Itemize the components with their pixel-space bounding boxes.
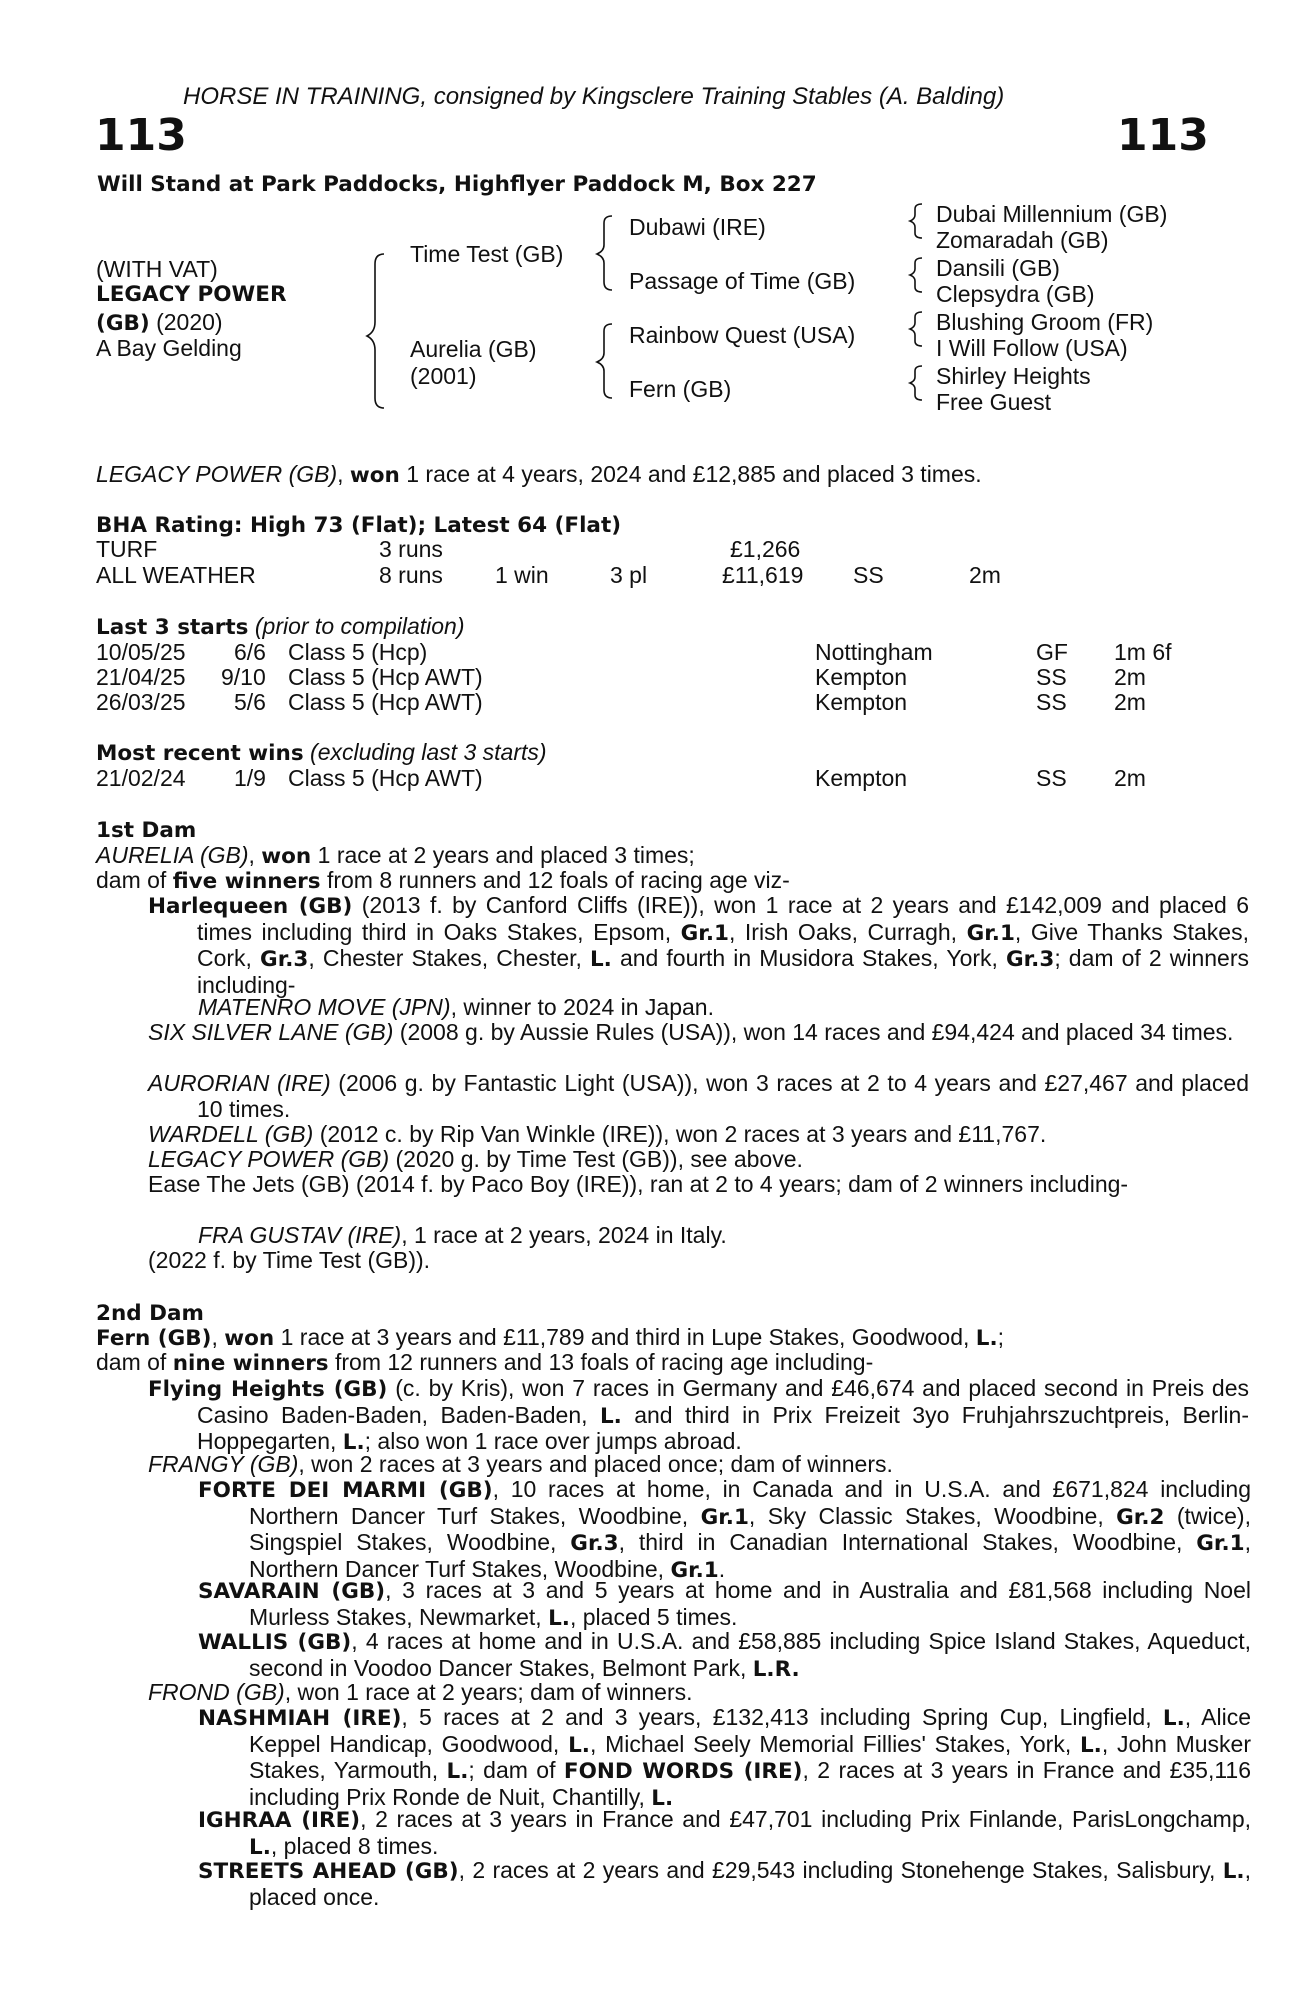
start-class: Class 5 (Hcp)	[288, 639, 428, 665]
start-position: 6/6	[234, 639, 266, 665]
start-distance: 2m	[1114, 689, 1146, 715]
produce-name: SIX SILVER LANE (GB)	[148, 1019, 394, 1045]
pedigree-ggp-7: Shirley Heights	[936, 363, 1091, 389]
grade-label: Gr.1	[1196, 1531, 1245, 1556]
rating-surface: ALL WEATHER	[96, 562, 256, 588]
dam-name: AURELIA (GB)	[96, 842, 249, 868]
grandproduce-ighraa: IGHRAA (IRE), 2 races at 3 years in France and £47,701 including Prix Finlande, ParisLongchamp, L., placed 8 times.	[198, 1806, 1252, 1860]
pedigree-ggp-8: Free Guest	[936, 389, 1052, 415]
produce-name: FRA GUSTAV (IRE)	[198, 1222, 402, 1248]
win-position: 1/9	[234, 765, 266, 791]
start-going: GF	[1036, 639, 1068, 665]
produce-name: Flying Heights (GB)	[148, 1377, 388, 1402]
produce-name: WALLIS (GB)	[198, 1630, 352, 1655]
grandproduce-streets-ahead: STREETS AHEAD (GB), 2 races at 2 years and £29,543 including Stonehenge Stakes, Salisbury, L., placed once.	[198, 1857, 1251, 1910]
horse-description: A Bay Gelding	[96, 335, 242, 361]
grade-label: Gr.2	[1116, 1504, 1165, 1530]
dam-record: 1 race at 2 years and placed 3 times;	[311, 842, 695, 868]
win-class: Class 5 (Hcp AWT)	[288, 765, 483, 791]
listed-label: L.	[975, 1326, 998, 1351]
start-date: 26/03/25	[96, 689, 186, 715]
rating-earnings: £1,266	[730, 536, 801, 562]
bha-rating-title: BHA Rating: High 73 (Flat); Latest 64 (Flat)	[96, 513, 622, 538]
rating-placed: 3 pl	[610, 562, 648, 588]
start-date: 10/05/25	[96, 639, 186, 665]
first-dam-produce-line	[96, 868, 790, 895]
start-class: Class 5 (Hcp AWT)	[288, 664, 483, 690]
pedigree-dam: Aurelia (GB)	[410, 336, 537, 362]
listed-label: L.	[249, 1834, 271, 1860]
recent-wins-heading	[96, 740, 547, 767]
winners-count: nine winners	[172, 1351, 329, 1376]
grandproduce-savarain: SAVARAIN (GB), 3 races at 3 and 5 years at home and in Australia and £81,568 including Noel Murless Stakes, Newmarket, L., placed 5 times.	[198, 1577, 1251, 1631]
produce-name: FRANGY (GB)	[148, 1451, 299, 1477]
produce-name: FOND WORDS (IRE)	[563, 1759, 803, 1784]
produce-entry-flying-heights: Flying Heights (GB) (c. by Kris), won 7 races in Germany and £46,674 and placed second in Preis des Casino Baden-Baden, Baden-Baden, L. and third in Prix Freizeit 3yo Fruhjahrszuchtpreis, Berlin-Hoppegarten, L.; also won 1 race over jumps abroad.	[148, 1375, 1250, 1455]
produce-name: Harlequeen (GB)	[148, 894, 353, 919]
win-distance: 2m	[1114, 765, 1146, 791]
rating-wins: 1 win	[495, 562, 549, 588]
pedigree-sire-dam: Passage of Time (GB)	[629, 268, 856, 294]
last-starts-heading	[96, 614, 465, 641]
rating-surface: TURF	[96, 536, 158, 562]
produce-name: FROND (GB)	[148, 1679, 285, 1705]
rating-row-all-weather	[96, 563, 1196, 589]
pedigree-ggp-1: Dubai Millennium (GB)	[936, 201, 1168, 227]
grade-label: Gr.3	[260, 947, 309, 972]
produce-name: STREETS AHEAD (GB)	[198, 1859, 459, 1884]
produce-entry-aurorian: AURORIAN (IRE) (2006 g. by Fantastic Light (USA)), won 3 races at 2 to 4 years and £27,467 and placed 10 times.	[148, 1070, 1250, 1122]
summary-won: won	[349, 463, 400, 488]
listed-label: L.	[342, 1430, 365, 1455]
grade-label: Gr.1	[966, 920, 1015, 946]
race-summary: LEGACY POWER (GB), won 1 race at 4 years, 2024 and £12,885 and placed 3 times.	[96, 461, 982, 488]
horse-origin: (GB)	[96, 311, 150, 336]
grade-label: Gr.1	[680, 920, 729, 946]
produce-name: AURORIAN (IRE)	[148, 1070, 331, 1096]
lot-number-left: 113	[95, 110, 187, 161]
pedigree-ggp-2: Zomaradah (GB)	[936, 227, 1109, 253]
grade-label: Gr.3	[1006, 947, 1055, 972]
produce-name: FORTE DEI MARMI (GB)	[198, 1478, 493, 1503]
pedigree-dam-sire: Rainbow Quest (USA)	[629, 322, 856, 348]
listed-label: L.	[1222, 1859, 1245, 1884]
grandproduce-wallis: WALLIS (GB), 4 races at home and in U.S.A. and £58,885 including Spice Island Stakes, Aqueduct, second in Voodoo Dancer Stakes, Belmont Park, L.R.	[198, 1628, 1251, 1682]
summary-rest: 1 race at 4 years, 2024 and £12,885 and placed 3 times.	[399, 461, 982, 487]
grade-label: Gr.3	[570, 1531, 619, 1556]
start-course: Kempton	[815, 664, 908, 690]
rating-distance: 2m	[969, 562, 1001, 588]
start-distance: 1m 6f	[1114, 639, 1172, 665]
listed-label: L.	[548, 1605, 570, 1631]
first-dam-heading: 1st Dam	[96, 818, 197, 843]
produce-entry-frangy: FRANGY (GB), won 2 races at 3 years and placed once; dam of winners.	[148, 1451, 893, 1477]
produce-rest: from 8 runners and 12 foals of racing age viz-	[320, 867, 790, 893]
pedigree-ggp-4: Clepsydra (GB)	[936, 281, 1095, 307]
rating-runs: 8 runs	[379, 562, 443, 588]
start-position: 5/6	[234, 689, 266, 715]
pedigree-ggp-6: I Will Follow (USA)	[936, 335, 1128, 361]
rating-earnings: £11,619	[722, 562, 804, 588]
start-going: SS	[1036, 664, 1067, 690]
recent-wins-title: Most recent wins	[96, 741, 304, 766]
produce-name: WARDELL (GB)	[148, 1121, 314, 1147]
grandproduce-fra-gustav: FRA GUSTAV (IRE), 1 race at 2 years, 2024 in Italy.	[198, 1222, 727, 1248]
won-label: won	[224, 1326, 275, 1351]
produce-entry-ease-the-jets: Ease The Jets (GB) (2014 f. by Paco Boy (IRE)), ran at 2 to 4 years; dam of 2 winners including-	[148, 1171, 1129, 1197]
pedigree-dam-dam: Fern (GB)	[629, 376, 732, 402]
start-row	[96, 690, 1196, 716]
win-course: Kempton	[815, 765, 908, 791]
vat-status: (WITH VAT)	[96, 256, 218, 282]
produce-name: LEGACY POWER (GB)	[148, 1146, 390, 1172]
grade-label: Gr.1	[670, 1557, 719, 1583]
listed-label: L.R.	[752, 1656, 800, 1682]
summary-horse: LEGACY POWER (GB)	[96, 461, 338, 487]
second-dam-heading: 2nd Dam	[96, 1301, 204, 1326]
listed-label: L.	[651, 1785, 674, 1811]
second-dam-line: Fern (GB), won 1 race at 3 years and £11,789 and third in Lupe Stakes, Goodwood, L.;	[96, 1324, 1005, 1351]
pedigree-sire-sire: Dubawi (IRE)	[629, 214, 766, 240]
dam-name: Fern (GB)	[96, 1326, 212, 1351]
rating-going: SS	[853, 562, 884, 588]
grandproduce-nashmiah: NASHMIAH (IRE), 5 races at 2 and 3 years, £132,413 including Spring Cup, Lingfield, L., Alice Keppel Handicap, Goodwood, L., Michael Seely Memorial Fillies' Stakes, York, L., John Musker Stakes, Yarmouth, L.; dam of FOND WORDS (IRE), 2 races at 3 years in France and £35,116 including Prix Ronde de Nuit, Chantilly, L.	[198, 1704, 1252, 1811]
produce-pre: dam of	[96, 867, 173, 893]
horse-year: (2020)	[156, 309, 223, 335]
start-going: SS	[1036, 689, 1067, 715]
horse-name: LEGACY POWER	[96, 282, 287, 307]
produce-entry-frond: FROND (GB), won 1 race at 2 years; dam of winners.	[148, 1679, 693, 1705]
listed-label: L.	[568, 1732, 590, 1758]
produce-entry-six-silver-lane: SIX SILVER LANE (GB) (2008 g. by Aussie Rules (USA)), won 14 races and £94,424 and placed 34 times.	[148, 1019, 1234, 1045]
produce-name: MATENRO MOVE (JPN)	[198, 994, 451, 1020]
stabling-location: Will Stand at Park Paddocks, Highflyer Paddock M, Box 227	[97, 172, 817, 197]
pedigree-ggp-5: Blushing Groom (FR)	[936, 309, 1154, 335]
produce-entry-2022-foal: (2022 f. by Time Test (GB)).	[148, 1247, 431, 1273]
recent-wins-note: (excluding last 3 starts)	[310, 739, 547, 765]
horse-origin-year	[96, 310, 223, 337]
lot-number-right: 113	[1117, 110, 1209, 161]
start-row	[96, 665, 1196, 691]
first-dam-line: AURELIA (GB), won 1 race at 2 years and placed 3 times;	[96, 842, 695, 869]
grandproduce-matenro: MATENRO MOVE (JPN), winner to 2024 in Japan.	[198, 994, 714, 1020]
listed-label: L.	[599, 1403, 622, 1429]
produce-name: IGHRAA (IRE)	[198, 1808, 361, 1833]
page-header: HORSE IN TRAINING, consigned by Kingsclere Training Stables (A. Balding)	[183, 83, 1005, 110]
win-going: SS	[1036, 765, 1067, 791]
won-label: won	[261, 844, 312, 869]
grade-label: Gr.1	[700, 1504, 749, 1530]
produce-name: NASHMIAH (IRE)	[198, 1706, 402, 1731]
start-course: Kempton	[815, 689, 908, 715]
produce-entry-harlequeen: Harlequeen (GB) (2013 f. by Canford Cliffs (IRE)), won 1 race at 2 years and £142,009 and placed 6 times including third in Oaks Stakes, Epsom, Gr.1, Irish Oaks, Curragh, Gr.1, Give Thanks Stakes, Cork, Gr.3, Chester Stakes, Chester, L. and fourth in Musidora Stakes, York, Gr.3; dam of 2 winners including-	[148, 892, 1250, 998]
rating-runs: 3 runs	[379, 536, 443, 562]
start-course: Nottingham	[815, 639, 933, 665]
listed-label: L.	[446, 1759, 469, 1784]
listed-label: L.	[1079, 1732, 1102, 1758]
listed-label: L.	[1162, 1706, 1185, 1731]
winners-count: five winners	[172, 869, 321, 894]
start-position: 9/10	[221, 664, 266, 690]
last-starts-note: (prior to compilation)	[254, 613, 465, 639]
produce-name: SAVARAIN (GB)	[198, 1579, 386, 1604]
pedigree-ggp-3: Dansili (GB)	[936, 255, 1060, 281]
listed-label: L.	[589, 947, 612, 972]
win-row	[96, 766, 1196, 792]
start-distance: 2m	[1114, 664, 1146, 690]
start-row	[96, 640, 1196, 666]
pedigree-sire: Time Test (GB)	[410, 241, 564, 267]
produce-entry-wardell: WARDELL (GB) (2012 c. by Rip Van Winkle (IRE)), won 2 races at 3 years and £11,767.	[148, 1121, 1047, 1147]
last-starts-title: Last 3 starts	[96, 615, 249, 640]
start-class: Class 5 (Hcp AWT)	[288, 689, 483, 715]
second-dam-produce-line: dam of nine winners from 12 runners and 13 foals of racing age including-	[96, 1349, 874, 1376]
win-date: 21/02/24	[96, 765, 186, 791]
start-date: 21/04/25	[96, 664, 186, 690]
produce-entry-legacy-power: LEGACY POWER (GB) (2020 g. by Time Test (GB)), see above.	[148, 1146, 803, 1172]
rating-row-turf	[96, 537, 1196, 563]
grandproduce-forte-dei-marmi: FORTE DEI MARMI (GB), 10 races at home, in Canada and in U.S.A. and £671,824 including Northern Dancer Turf Stakes, Woodbine, Gr.1, Sky Classic Stakes, Woodbine, Gr.2 (twice), Singspiel Stakes, Woodbine, Gr.3, third in Canadian International Stakes, Woodbine, Gr.1, Northern Dancer Turf Stakes, Woodbine, Gr.1.	[198, 1476, 1251, 1583]
pedigree-dam-year: (2001)	[410, 363, 477, 389]
